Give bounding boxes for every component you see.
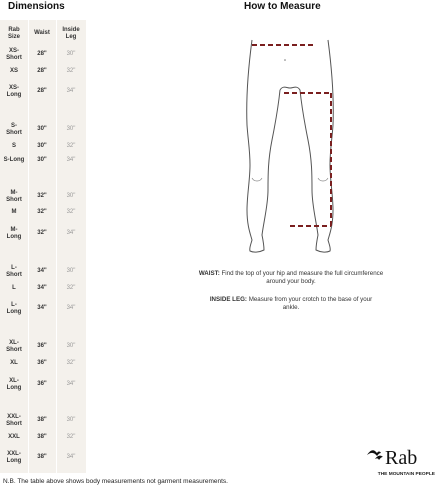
- size-cell: M: [11, 209, 17, 215]
- size-cell: S- Short: [6, 123, 22, 136]
- brand-name: Rab: [385, 447, 418, 469]
- mountain-icon: [367, 450, 383, 460]
- inside-leg-cell: 32": [66, 285, 76, 291]
- waist-cell: 28": [37, 51, 47, 57]
- inside-leg-cell: 34": [66, 157, 76, 163]
- waist-cell: 38": [37, 454, 47, 460]
- waist-cell: 34": [37, 285, 47, 291]
- size-cell: XL: [10, 360, 18, 366]
- waist-cell: 36": [37, 343, 47, 349]
- size-cell: XXL- Short: [6, 414, 22, 427]
- dimensions-heading: Dimensions: [8, 1, 65, 12]
- legs-figure: [230, 30, 350, 266]
- size-cell: L: [12, 285, 16, 291]
- waist-cell: 32": [37, 209, 47, 215]
- brand-tagline: THE MOUNTAIN PEOPLE: [377, 472, 435, 477]
- inside-leg-cell: 30": [66, 268, 76, 274]
- waist-label: WAIST:: [198, 270, 220, 277]
- size-cell: XL- Long: [6, 378, 22, 391]
- size-cell: XXL- Long: [6, 451, 22, 464]
- size-cell: M- Long: [6, 227, 22, 240]
- waist-cell: 36": [37, 360, 47, 366]
- waist-cell: 28": [37, 88, 47, 94]
- waist-cell: 30": [37, 143, 47, 149]
- size-cell: S: [11, 143, 16, 149]
- inside-leg-cell: 30": [66, 417, 76, 423]
- waist-cell: 38": [37, 417, 47, 423]
- waist-cell: 32": [37, 230, 47, 236]
- inside-leg-cell: 32": [66, 434, 76, 440]
- waist-cell: 30": [37, 126, 47, 132]
- legs-outline-icon: [247, 40, 334, 252]
- measure-lines: [252, 45, 331, 226]
- inside-leg-cell: 32": [66, 209, 76, 215]
- inside-leg-cell: 34": [66, 381, 76, 387]
- inside-leg-cell: 32": [66, 360, 76, 366]
- inside-leg-cell: 34": [66, 454, 76, 460]
- rab-logo: [365, 441, 437, 481]
- waist-instruction: [198, 270, 384, 285]
- measurement-note: N.B. The table above shows body measurements not garment measurements.: [3, 478, 228, 485]
- size-cell: XL- Short: [6, 340, 22, 353]
- inside-leg-label: INSIDE LEG:: [209, 296, 247, 303]
- size-cell: XS- Long: [6, 85, 22, 98]
- header-waist: Waist: [34, 30, 50, 36]
- waist-cell: 34": [37, 305, 47, 311]
- header-rab-size: Rab Size: [7, 27, 20, 40]
- inside-leg-cell: 32": [66, 143, 76, 149]
- inside-leg-instruction: [206, 296, 376, 311]
- waist-cell: 38": [37, 434, 47, 440]
- inside-leg-cell: 34": [66, 88, 76, 94]
- waist-cell: 30": [37, 157, 47, 163]
- size-cell: XS: [9, 68, 18, 74]
- inside-leg-cell: 34": [66, 230, 76, 236]
- waist-text: Find the top of your hip and measure the full circumference around your body.: [221, 270, 384, 285]
- waist-cell: 32": [37, 193, 47, 199]
- size-cell: L- Long: [6, 302, 22, 315]
- size-cell: S-Long: [3, 157, 25, 163]
- inside-leg-cell: 34": [66, 305, 76, 311]
- inside-leg-cell: 32": [66, 68, 76, 74]
- waist-cell: 28": [37, 68, 47, 74]
- waist-cell: 34": [37, 268, 47, 274]
- size-cell: XS- Short: [6, 48, 22, 61]
- size-cell: XXL: [8, 434, 20, 440]
- how-to-measure-heading: How to Measure: [244, 1, 321, 12]
- size-cell: L- Short: [6, 265, 22, 278]
- inside-leg-text: Measure from your crotch to the base of your ankle.: [248, 296, 373, 311]
- header-inside-leg: Inside Leg: [62, 27, 80, 40]
- inside-leg-cell: 30": [66, 126, 76, 132]
- waist-cell: 36": [37, 381, 47, 387]
- inside-leg-cell: 30": [66, 343, 76, 349]
- inside-leg-cell: 30": [66, 51, 76, 57]
- size-cell: M- Short: [6, 190, 22, 203]
- inside-leg-cell: 30": [66, 193, 76, 199]
